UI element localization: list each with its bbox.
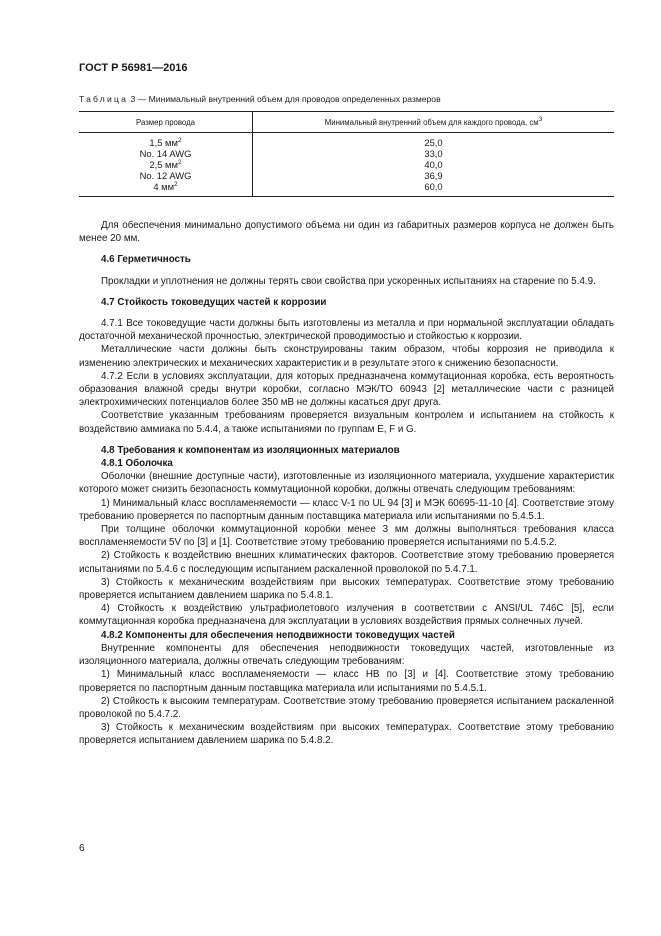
- table-caption: [79, 94, 441, 104]
- paragraph-min-dimension: Для обеспечения минимально допустимого объема ни один из габаритных размеров корпуса не должен быть менее 20 мм.: [79, 220, 614, 245]
- cell-volume: 40,0: [424, 159, 443, 170]
- heading-4-6: 4.6 Герметичность: [101, 254, 191, 266]
- cell-wire-size: [79, 148, 253, 159]
- heading-4-8: 4.8 Требования к компонентам из изоляционных материалов: [101, 444, 400, 456]
- cell-wire-size: [79, 133, 253, 149]
- wire-size-text: No. 12 AWG: [139, 170, 192, 181]
- paragraph-4-8-1-item-1-b: При толщине оболочки коммутационной коробки менее 3 мм должны выполняться требования класса воспламеняемости 5V по [3] и [1]. Соответствие этому требованию проверяется испытаниями по 5.4.5.2.: [79, 524, 614, 549]
- wire-size-sup: 2: [177, 159, 182, 166]
- cell-wire-size: [79, 170, 253, 181]
- heading-4-7: 4.7 Стойкость токоведущих частей к коррозии: [101, 296, 327, 308]
- cell-volume: 60,0: [253, 181, 615, 197]
- table-caption-text: 3 — Минимальный внутренний объем для проводов определенных размеров: [128, 94, 441, 104]
- paragraph-4-8-2: Внутренние компоненты для обеспечения неподвижности токоведущих частей, изготовленные из изоляционного материала, должны отвечать следующим требованиям:: [79, 642, 614, 668]
- wire-size-sup: 2: [177, 137, 182, 144]
- paragraph-4-7-1-b: Металлические части должны быть сконструированы таким образом, чтобы коррозия не приводила к изменению электрических и механических характеристик и в результате этого к снижению безопасности.: [79, 344, 614, 369]
- wire-volume-table: [79, 111, 614, 197]
- paragraph-4-7-2: 4.7.2 Если в условиях эксплуатации, для которых предназначена коммутационная коробка, есть вероятность образования влажной среды внутри коробки, согласно МЭК/ТО 60943 [2] металлические части с разницей электрохимических потенциалов более 350 мВ не должны касаться друг друга.: [79, 370, 614, 409]
- paragraph-4-8-2-item-3: 3) Стойкость к механическим воздействиям при высоких температурах. Соответствие этому требованию проверяется испытанием давлением шарика по 5.4.8.2.: [79, 722, 614, 747]
- table-row: [79, 159, 614, 170]
- wire-size-sup: 2: [174, 181, 178, 188]
- heading-4-8-2: 4.8.2 Компоненты для обеспечения неподвижности токоведущих частей: [101, 629, 455, 641]
- col-header-min-volume-text: Минимальный внутренний объем для каждого провода, см: [324, 117, 539, 127]
- wire-size-text: 2,5 мм: [149, 159, 178, 170]
- col-header-wire-size: Размер провода: [79, 112, 253, 133]
- table-row: [79, 148, 614, 159]
- page-number: 6: [79, 843, 85, 854]
- table-header-row: [79, 112, 614, 133]
- paragraph-4-8-1-item-1: 1) Минимальный класс воспламеняемости — класс V-1 по UL 94 [3] и МЭК 60695-11-10 [4]. Соответствие этому требованию проверяется по паспортным данным поставщика материала или испытаниями по 5.4.5.1.: [79, 497, 614, 522]
- wire-size-text: 4 мм: [153, 181, 175, 192]
- cell-volume: 36,9: [424, 170, 443, 181]
- cell-volume: 25,0: [424, 137, 443, 148]
- paragraph-4-8-1: Оболочки (внешние доступные части), изготовленные из изоляционного материала, ухудшение характеристик которого может снизить безопасность коммутационной коробки, должны отвечать следующим требованиям:: [79, 471, 614, 496]
- paragraph-4-8-1-item-3: 3) Стойкость к механическим воздействиям при высоких температурах. Соответствие этому требованию проверяется испытанием давлением шарика по 5.4.8.1.: [79, 576, 614, 602]
- paragraph-4-7-2-b: Соответствие указанным требованиям проверяется визуальным контролем и испытанием на стойкость к воздействию аммиака по 5.4.4, а также испытаниями по группам E, F и G.: [79, 410, 614, 435]
- paragraph-4-7-1: 4.7.1 Все токоведущие части должны быть изготовлены из металла и при нормальной эксплуатации обладать достаточной механической прочностью, электрической проводимостью и стойкостью к коррозии.: [79, 318, 614, 343]
- paragraph-4-8-2-item-2: 2) Стойкость к высоким температурам. Соответствие этому требованию проверяется испытанием раскаленной проволокой по 5.4.7.2.: [79, 695, 614, 720]
- table-caption-lead: Таблица: [79, 94, 129, 104]
- table-row: [79, 170, 614, 181]
- table-row: [79, 133, 614, 149]
- cell-wire-size: [79, 159, 253, 170]
- page-header-standard-code: ГОСТ Р 56981—2016: [79, 62, 188, 74]
- wire-size-text: 1,5 мм: [149, 137, 178, 148]
- paragraph-4-8-1-item-2: 2) Стойкость к воздействию внешних климатических факторов. Соответствие этому требованию проверяется испытаниями по 5.4.6 с последующим испытанием раскаленной проволокой по 5.4.7.1.: [79, 550, 614, 575]
- paragraph-4-6: Прокладки и уплотнения не должны терять свои свойства при ускоренных испытаниях на старение по 5.4.9.: [101, 275, 596, 287]
- paragraph-4-8-2-item-1: 1) Минимальный класс воспламеняемости — класс HB по [3] и [4]. Соответствие этому требованию проверяется по паспортным данным поставщика материала или испытаниями по 5.4.5.1.: [79, 669, 614, 694]
- wire-size-text: No. 14 AWG: [139, 148, 192, 159]
- heading-4-8-1: 4.8.1 Оболочка: [101, 458, 173, 470]
- col-header-min-volume: [253, 112, 615, 133]
- cell-volume: 33,0: [424, 148, 443, 159]
- table-row: [79, 181, 614, 197]
- col-header-unit-sup: 3: [538, 115, 543, 123]
- document-body: [79, 219, 614, 748]
- cell-wire-size: [79, 181, 253, 197]
- paragraph-4-8-1-item-4: 4) Стойкость к воздействию ультрафиолетового излучения в соответствии с ANSI/UL 746C [5], если коммутационная коробка предназначена для эксплуатации в условиях воздействия прямых солнечных лучей.: [79, 603, 614, 628]
